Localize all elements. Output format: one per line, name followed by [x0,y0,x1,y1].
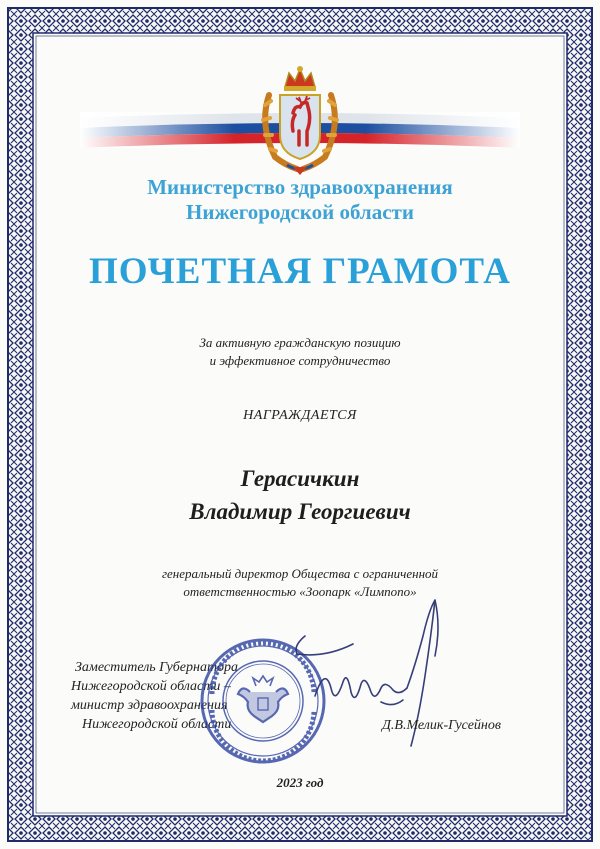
recipient-given-names: Владимир Георгиевич [189,499,411,524]
recipient-surname: Герасичкин [240,466,360,491]
signatory-title-line3: министр здравоохранения [71,698,228,713]
nizhny-novgorod-coat-of-arms-icon [255,65,345,175]
recipient-position-line1: генеральный директор Общества с ограниченной [161,566,439,581]
recipient-position-line2: ответственностью «Зоопарк «Лимпопо» [183,584,417,599]
ministry-name-line1: Министерство здравоохранения [147,175,453,199]
signatory-title-line2: Нижегородской области – [71,679,231,694]
ministry-name-line2: Нижегородской области [186,200,414,224]
document-title: ПОЧЕТНАЯ ГРАМОТА [88,251,511,292]
awarded-label: НАГРАЖДАЕТСЯ [243,408,357,423]
award-reason-line1: За активную гражданскую позицию [199,335,401,350]
signatory-name: Д.В.Мелик-Гусейнов [382,718,501,733]
signatory-title-line1: Заместитель Губернатора [75,660,239,675]
document-year: 2023 год [276,775,324,790]
signatory-title-line4: Нижегородской области [82,717,232,732]
award-reason-line2: и эффективное сотрудничество [209,353,391,368]
